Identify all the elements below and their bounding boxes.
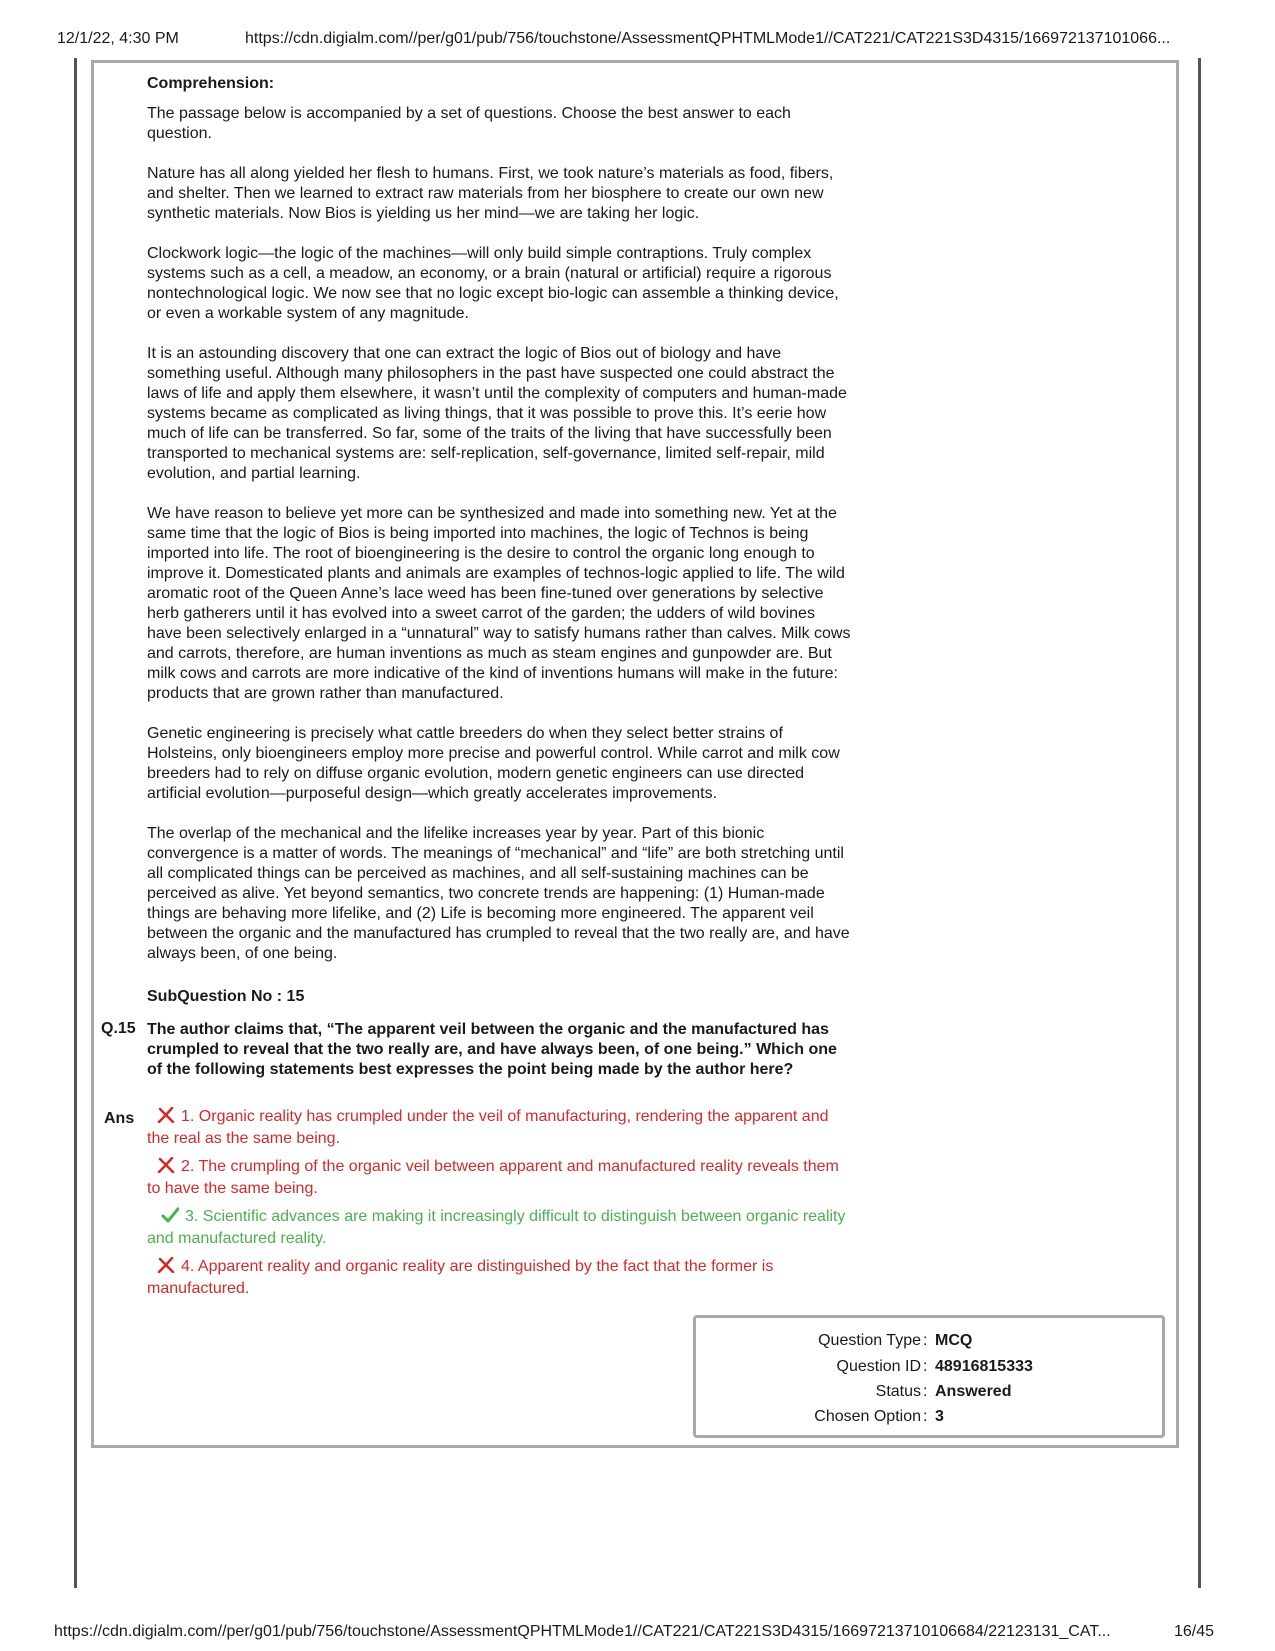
- passage-paragraph: Clockwork logic—the logic of the machines—will only build simple contraptions. Truly complex systems such as a cell, a meadow, an economy, or a brain (natural or artificial) require a rigorous nontechnological logic. We now see that no logic except bio-logic can assemble a thinking device, or even a workable system of any magnitude.: [147, 245, 839, 322]
- subquestion-number: SubQuestion No : 15: [147, 988, 305, 1005]
- passage-paragraph: Nature has all along yielded her flesh to humans. First, we took nature’s materials as food, fibers, and shelter. Then we learned to extract raw materials from her biosphere to create our own new synthetic materials. Now Bios is yielding us her mind—we are taking her logic.: [147, 165, 834, 222]
- answer-option-2: [147, 1156, 853, 1200]
- option-text: 4. Apparent reality and organic reality are distinguished by the fact that the former is manufactured.: [147, 1258, 774, 1297]
- passage-paragraph: The overlap of the mechanical and the lifelike increases year by year. Part of this bionic convergence is a matter of words. The meanings of “mechanical” and “life” are both stretching until all complicated things can be perceived as machines, and all self-sustaining machines can be perceived as alive. Yet beyond semantics, two concrete trends are happening: (1) Human-made things are behaving more lifelike, and (2) Life is becoming more engineered. The apparent veil between the organic and the manufactured has crumpled to reveal that the two really are, and have always been, of one being.: [147, 825, 850, 962]
- check-icon: [161, 1207, 179, 1223]
- question-info-box: [693, 1315, 1165, 1438]
- info-value: 48916815333: [935, 1358, 1033, 1375]
- info-label: Question Type: [818, 1332, 921, 1349]
- cross-icon: [157, 1157, 175, 1173]
- info-label: Question ID: [836, 1358, 921, 1375]
- info-value: MCQ: [935, 1332, 973, 1349]
- passage-paragraph: Genetic engineering is precisely what cattle breeders do when they select better strains of Holsteins, only bioengineers employ more precise and powerful control. While carrot and milk cow breeders had to rely on diffuse organic evolution, modern genetic engineers can use directed artificial evolution—purposeful design—which greatly accelerates improvements.: [147, 725, 840, 802]
- info-separator: :: [923, 1332, 928, 1349]
- answer-option-4: [147, 1256, 853, 1300]
- print-datetime: 12/1/22, 4:30 PM: [57, 30, 179, 47]
- info-label: Chosen Option: [814, 1408, 921, 1425]
- comprehension-passage: [147, 74, 853, 984]
- option-text: 3. Scientific advances are making it increasingly difficult to distinguish between organic reality and manufactured reality.: [147, 1208, 846, 1247]
- passage-paragraph: It is an astounding discovery that one can extract the logic of Bios out of biology and have something useful. Although many philosophers in the past have suspected one could abstract the laws of life and apply them elsewhere, it wasn’t until the complexity of computers and human-made systems became as complicated as living things, that it was possible to prove this. It’s eerie how much of life can be transferred. So far, some of the traits of the living that have successfully been transported to mechanical systems are: self-replication, self-governance, limited self-repair, mild evolution, and partial learning.: [147, 345, 847, 482]
- option-text: 1. Organic reality has crumpled under the veil of manufacturing, rendering the apparent and the real as the same being.: [147, 1108, 829, 1147]
- info-label: Status: [875, 1383, 921, 1400]
- cross-icon: [157, 1107, 175, 1123]
- question-label: Q.15: [101, 1020, 136, 1037]
- option-text: 2. The crumpling of the organic veil between apparent and manufactured reality reveals them to have the same being.: [147, 1158, 839, 1197]
- passage-paragraph-instructions: The passage below is accompanied by a set of questions. Choose the best answer to each question.: [147, 105, 791, 142]
- cross-icon: [157, 1257, 175, 1273]
- print-footer-url: https://cdn.digialm.com//per/g01/pub/756/touchstone/AssessmentQPHTMLMode1//CAT221/CAT221S3D4315/16697213710106684/22123131_CAT...: [54, 1623, 1111, 1640]
- page-border-right: [1198, 58, 1201, 1588]
- info-separator: :: [923, 1358, 928, 1375]
- passage-paragraph: We have reason to believe yet more can be synthesized and made into something new. Yet at the same time that the logic of Bios is being imported into machines, the logic of Technos is being imported into life. The root of bioengineering is the desire to control the organic long enough to improve it. Domesticated plants and animals are examples of technos-logic applied to life. The wild aromatic root of the Queen Anne’s lace weed has been fine-tuned over generations by selective herb gatherers until it has evolved into a sweet carrot of the garden; the udders of wild bovines have been selectively enlarged in a “unnatural” way to satisfy humans rather than calves. Milk cows and carrots, therefore, are human inventions as much as steam engines and gunpowder are. But milk cows and carrots are more indicative of the kind of inventions humans will make in the future: products that are grown rather than manufactured.: [147, 505, 851, 702]
- info-value: Answered: [935, 1383, 1012, 1400]
- info-separator: :: [923, 1383, 928, 1400]
- answer-label: Ans: [104, 1110, 135, 1127]
- answer-option-1: [147, 1106, 853, 1150]
- print-header-url: https://cdn.digialm.com//per/g01/pub/756/touchstone/AssessmentQPHTMLMode1//CAT221/CAT221S3D4315/166972137101066...: [245, 30, 1171, 47]
- comprehension-heading: Comprehension:: [147, 75, 275, 92]
- question-text: The author claims that, “The apparent veil between the organic and the manufactured has crumpled to reveal that the two really are, and have always been, of one being.” Which one of the following statements best expresses the point being made by the author here?: [147, 1021, 837, 1078]
- page-border-left: [74, 58, 77, 1588]
- info-value: 3: [935, 1408, 944, 1425]
- info-separator: :: [923, 1408, 928, 1425]
- answer-option-3: [147, 1206, 853, 1250]
- page-number: 16/45: [1174, 1623, 1215, 1640]
